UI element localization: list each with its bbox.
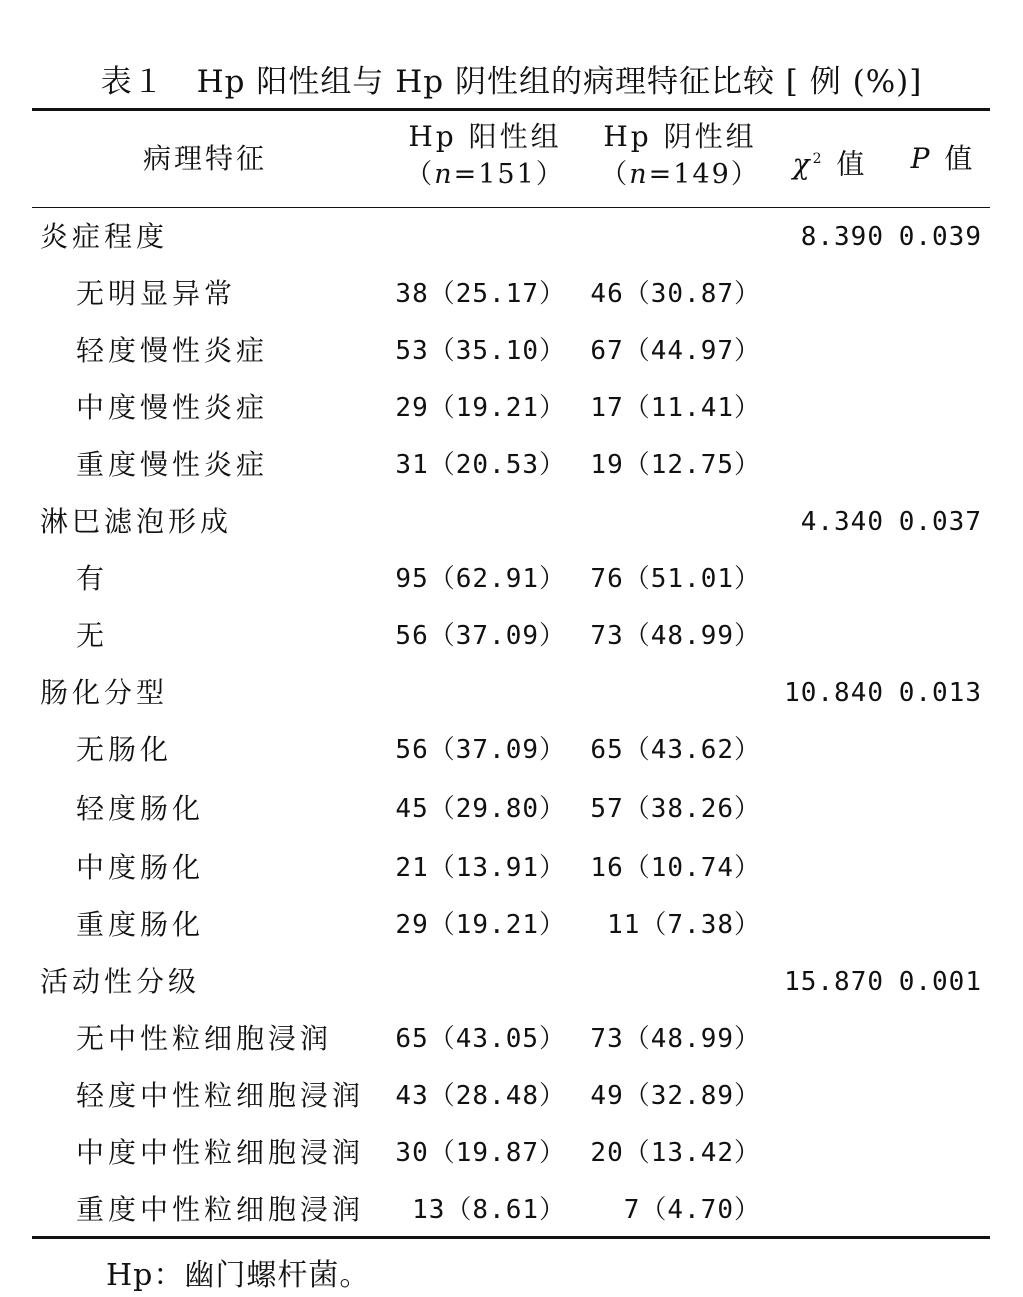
- negative-group-value: 57（38.26）: [590, 794, 761, 824]
- header-negative-n-var: n: [629, 159, 649, 190]
- positive-group-value: 56（37.09）: [395, 621, 566, 651]
- subgroup-label: 无: [76, 619, 109, 652]
- positive-group-value: 21（13.91）: [395, 853, 566, 883]
- table-caption: 表１ Hp 阳性组与 Hp 阴性组的病理特征比较 [ 例 (%)]: [100, 64, 923, 100]
- table-row: [0, 1019, 1023, 1059]
- header-positive-group: [400, 118, 570, 194]
- subgroup-label: 轻度慢性炎症: [76, 334, 269, 367]
- negative-group-value: 17（11.41）: [590, 393, 761, 423]
- positive-group-value: 43（28.48）: [395, 1081, 566, 1111]
- header-p-value: [893, 140, 993, 178]
- table-row: [0, 559, 1023, 599]
- header-chi-square: [780, 140, 880, 183]
- table-row: [0, 1133, 1023, 1173]
- p-symbol: P: [910, 142, 933, 175]
- positive-group-value: 38（25.17）: [395, 279, 566, 309]
- p-value: 0.013: [898, 678, 982, 708]
- table-row: [0, 616, 1023, 656]
- header-feature-label: 病理特征: [142, 142, 267, 175]
- header-p-value-label: [893, 140, 993, 178]
- table-row: [0, 331, 1023, 371]
- negative-group-value: 19（12.75）: [590, 450, 761, 480]
- table-row: [0, 673, 1023, 713]
- negative-group-value: 73（48.99）: [590, 1024, 761, 1054]
- subgroup-label: 中度肠化: [76, 851, 205, 884]
- subgroup-label: 重度慢性炎症: [76, 448, 269, 481]
- positive-group-value: 29（19.21）: [395, 393, 566, 423]
- header-feature: [100, 140, 310, 178]
- table-row: [0, 1076, 1023, 1116]
- positive-group-value: 56（37.09）: [395, 735, 566, 765]
- subgroup-label: 有: [76, 562, 109, 595]
- p-value-word: 值: [932, 142, 976, 175]
- negative-group-value: 73（48.99）: [590, 621, 761, 651]
- table-row: [0, 274, 1023, 314]
- positive-group-value: 13（8.61）: [412, 1195, 566, 1225]
- header-positive-n: [400, 156, 570, 194]
- table-row: [0, 388, 1023, 428]
- header-positive-n-var: n: [434, 159, 454, 190]
- table-row: [0, 217, 1023, 257]
- p-value: 0.039: [898, 222, 982, 252]
- chi-square-value: 4.340: [800, 507, 884, 537]
- chi-square-value: 8.390: [800, 222, 884, 252]
- header-positive-label: Hp 阳性组: [408, 120, 562, 153]
- table-row: [0, 962, 1023, 1002]
- table-row: [0, 848, 1023, 888]
- positive-group-value: 95（62.91）: [395, 564, 566, 594]
- subgroup-label: 轻度中性粒细胞浸润: [76, 1079, 365, 1112]
- subgroup-label: 中度慢性炎症: [76, 391, 269, 424]
- positive-group-value: 45（29.80）: [395, 794, 566, 824]
- header-negative-group: [595, 118, 765, 194]
- subgroup-label: 无中性粒细胞浸润: [76, 1022, 333, 1055]
- chi-value-word: 值: [824, 147, 868, 181]
- subgroup-label: 无明显异常: [76, 277, 237, 310]
- header-negative-n: [595, 156, 765, 194]
- chi-symbol: χ: [792, 147, 813, 181]
- category-label: 肠化分型: [40, 676, 169, 709]
- category-label: 炎症程度: [40, 220, 169, 253]
- table-row: [0, 905, 1023, 945]
- negative-group-value: 7（4.70）: [623, 1195, 761, 1225]
- negative-group-value: 49（32.89）: [590, 1081, 761, 1111]
- positive-group-value: 29（19.21）: [395, 910, 566, 940]
- category-label: 活动性分级: [40, 965, 201, 998]
- header-positive-n-open: （: [405, 159, 435, 190]
- negative-group-value: 16（10.74）: [590, 853, 761, 883]
- positive-group-value: 65（43.05）: [395, 1024, 566, 1054]
- negative-group-value: 11（7.38）: [607, 910, 761, 940]
- table-header-rule: [32, 207, 990, 208]
- header-negative-label: Hp 阴性组: [603, 120, 757, 153]
- positive-group-value: 31（20.53）: [395, 450, 566, 480]
- header-negative-n-open: （: [600, 159, 630, 190]
- table-row: [0, 1190, 1023, 1230]
- table-row: [0, 502, 1023, 542]
- p-value: 0.037: [898, 507, 982, 537]
- subgroup-label: 中度中性粒细胞浸润: [76, 1136, 365, 1169]
- positive-group-value: 53（35.10）: [395, 336, 566, 366]
- table-bottom-rule: [32, 1236, 990, 1239]
- chi-square-value: 10.840: [784, 678, 884, 708]
- table-row: [0, 730, 1023, 770]
- p-value: 0.001: [898, 967, 982, 997]
- subgroup-label: 轻度肠化: [76, 792, 205, 825]
- table-row: [0, 445, 1023, 485]
- category-label: 淋巴滤泡形成: [40, 505, 233, 538]
- header-chi-square-label: [780, 140, 880, 183]
- table-row: [0, 789, 1023, 829]
- positive-group-value: 30（19.87）: [395, 1138, 566, 1168]
- subgroup-label: 重度中性粒细胞浸润: [76, 1193, 365, 1226]
- negative-group-value: 20（13.42）: [590, 1138, 761, 1168]
- table-top-rule: [32, 108, 990, 111]
- negative-group-value: 65（43.62）: [590, 735, 761, 765]
- header-positive-n-value: =151）: [453, 159, 565, 190]
- header-negative-n-value: =149）: [648, 159, 760, 190]
- negative-group-value: 46（30.87）: [590, 279, 761, 309]
- negative-group-value: 76（51.01）: [590, 564, 761, 594]
- chi-square-value: 15.870: [784, 967, 884, 997]
- subgroup-label: 重度肠化: [76, 908, 205, 941]
- subgroup-label: 无肠化: [76, 733, 173, 766]
- table-footnote: Hp：幽门螺杆菌。: [106, 1258, 371, 1293]
- negative-group-value: 67（44.97）: [590, 336, 761, 366]
- chi-superscript: 2: [812, 151, 825, 167]
